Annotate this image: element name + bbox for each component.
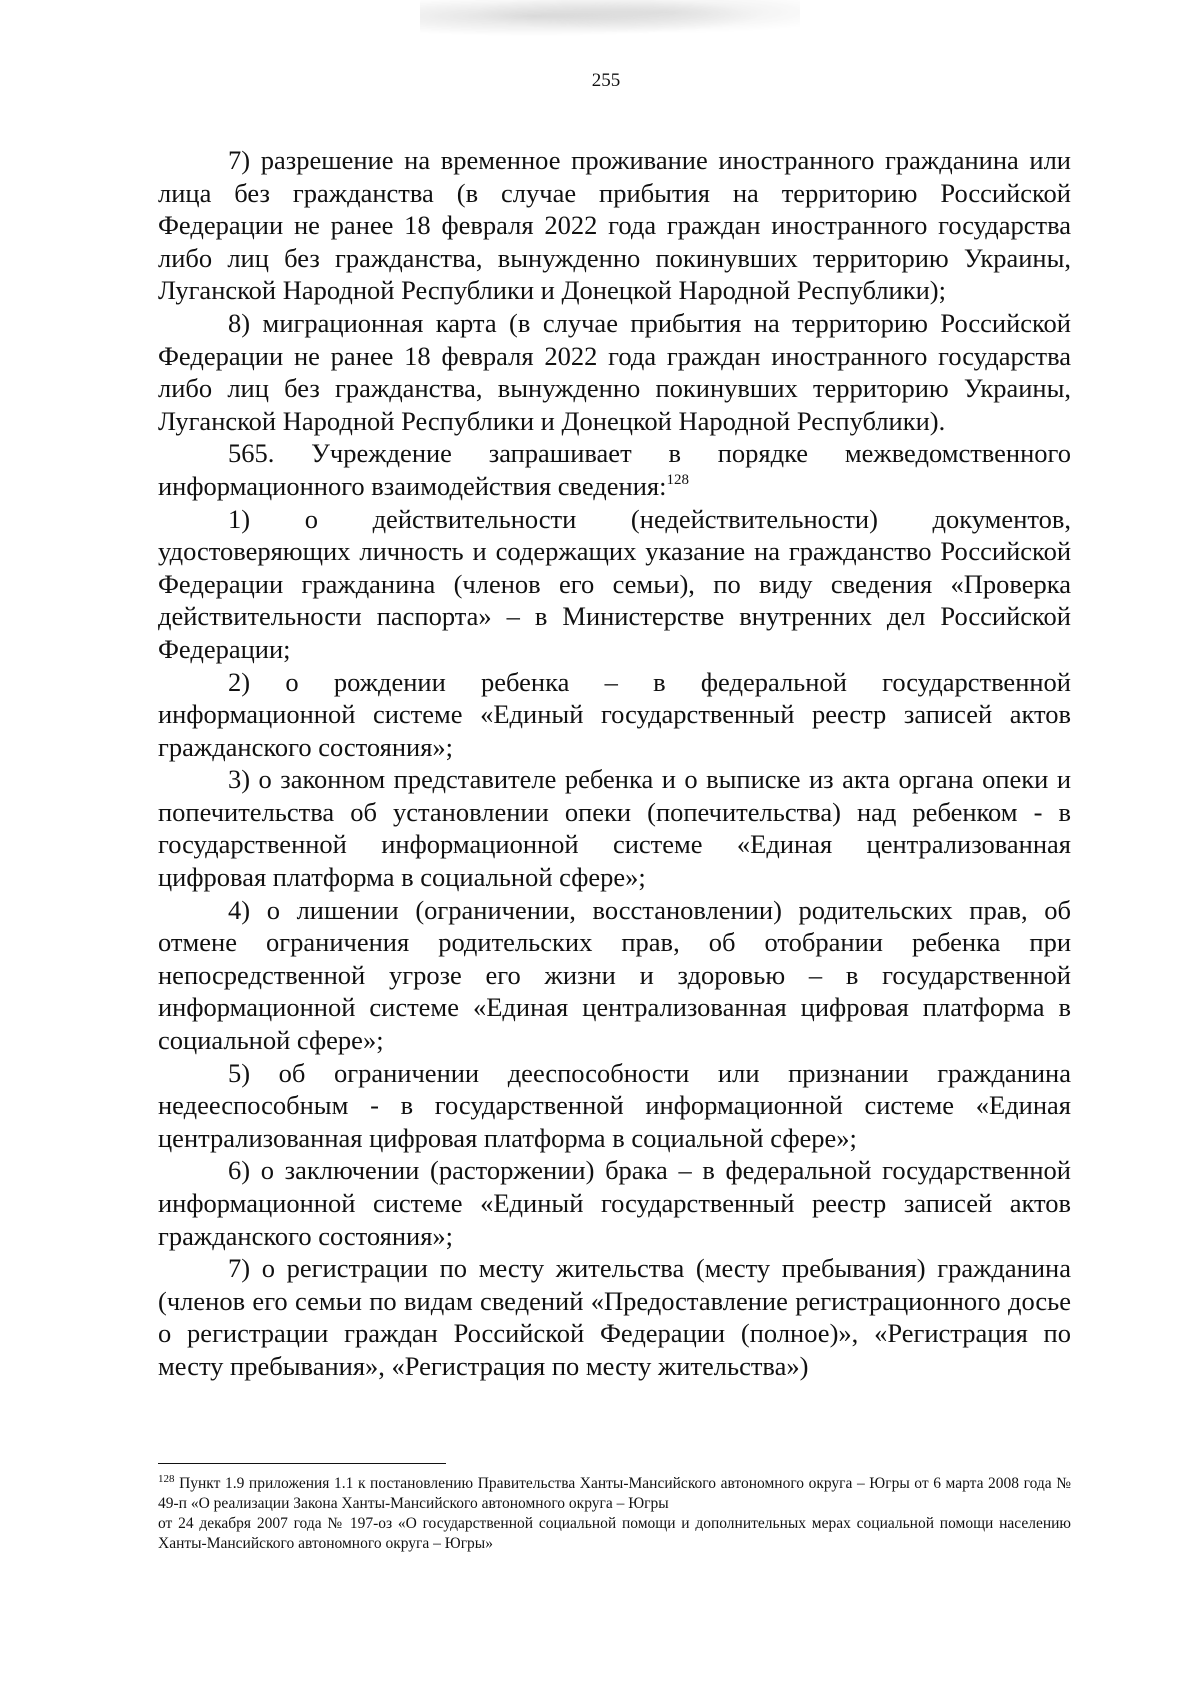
- footnote-128-continued: от 24 декабря 2007 года № 197-оз «О государственной социальной помощи и дополнительных мерах социальной помощи населению Ханты-Мансийского автономного округа – Югры»: [158, 1515, 1071, 1552]
- footnote-128: [158, 1474, 1071, 1514]
- paragraph-item-8-migration-card: 8) миграционная карта (в случае прибытия на территорию Российской Федерации не ранее 18 февраля 2022 года граждан иностранного государства либо лиц без гражданства, вынужденно покинувших территорию Украины, Луганской Народной Республики и Донецкой Народной Республики).: [158, 307, 1071, 436]
- paragraph-item-2-birth: 2) о рождении ребенка – в федеральной государственной информационной системе «Единый государственный реестр записей актов гражданского состояния»;: [158, 666, 1071, 762]
- paragraph-item-4-parental-rights: 4) о лишении (ограничении, восстановлении) родительских прав, об отмене ограничения родительских прав, об отобрании ребенка при непосредственной угрозе его жизни и здоровью – в государственной информационной системе «Единая централизованная цифровая платформа в социальной сфере»;: [158, 894, 1071, 1056]
- paragraph-item-1-passport: 1) о действительности (недействительности) документов, удостоверяющих личность и содержащих указание на гражданство Российской Федерации гражданина (членов его семьи), по виду сведения «Проверка действительности паспорта» – в Министерстве внутренних дел Российской Федерации;: [158, 503, 1071, 664]
- paragraph-item-6-marriage: 6) о заключении (расторжении) брака – в федеральной государственной информационной системе «Единый государственный реестр записей актов гражданского состояния»;: [158, 1155, 1071, 1251]
- document-body: [158, 144, 1071, 1383]
- paragraph-item-7-registration: 7) о регистрации по месту жительства (месту пребывания) гражданина (членов его семьи по видам сведений «Предоставление регистрационного досье о регистрации граждан Российской Федерации (полное)», «Регистрация по месту пребывания», «Регистрация по месту жительства»): [158, 1253, 1071, 1381]
- paragraph-565: [158, 437, 1071, 502]
- footnote-mark: 128: [158, 1473, 175, 1485]
- paragraph-item-3-guardian: 3) о законном представителе ребенка и о выписке из акта органа опеки и попечительства об установлении опеки (попечительства) над ребенком - в государственной информационной системе «Единая централизованная цифровая платформа в социальной сфере»;: [158, 764, 1071, 893]
- page-number: 255: [591, 70, 621, 91]
- footnote-line-1: Пункт 1.9 приложения 1.1 к постановлению Правительства Ханты-Мансийского автономного округа – Югры от 6 марта 2008 года № 49-п «О реализации Закона Ханты-Мансийского автономного округа – Югры: [158, 1475, 1071, 1512]
- paragraph-item-5-capacity: 5) об ограничении дееспособности или признании гражданина недееспособным - в государственной информационной системе «Единая централизованная цифровая платформа в социальной сфере»;: [158, 1057, 1071, 1153]
- scan-artifact: [420, 0, 800, 40]
- paragraph-item-7-residence-permit: 7) разрешение на временное проживание иностранного гражданина или лица без гражданства (в случае прибытия на территорию Российской Федерации не ранее 18 февраля 2022 года граждан иностранного государства либо лиц без гражданства, вынужденно покинувших территорию Украины, Луганской Народной Республики и Донецкой Народной Республики);: [158, 145, 1071, 306]
- footnote-divider: [158, 1463, 446, 1464]
- footnote-reference[interactable]: 128: [666, 471, 689, 488]
- paragraph-565-text: 565. Учреждение запрашивает в порядке межведомственного информационного взаимодействия сведения:: [158, 438, 1071, 501]
- footnotes: [158, 1474, 1071, 1554]
